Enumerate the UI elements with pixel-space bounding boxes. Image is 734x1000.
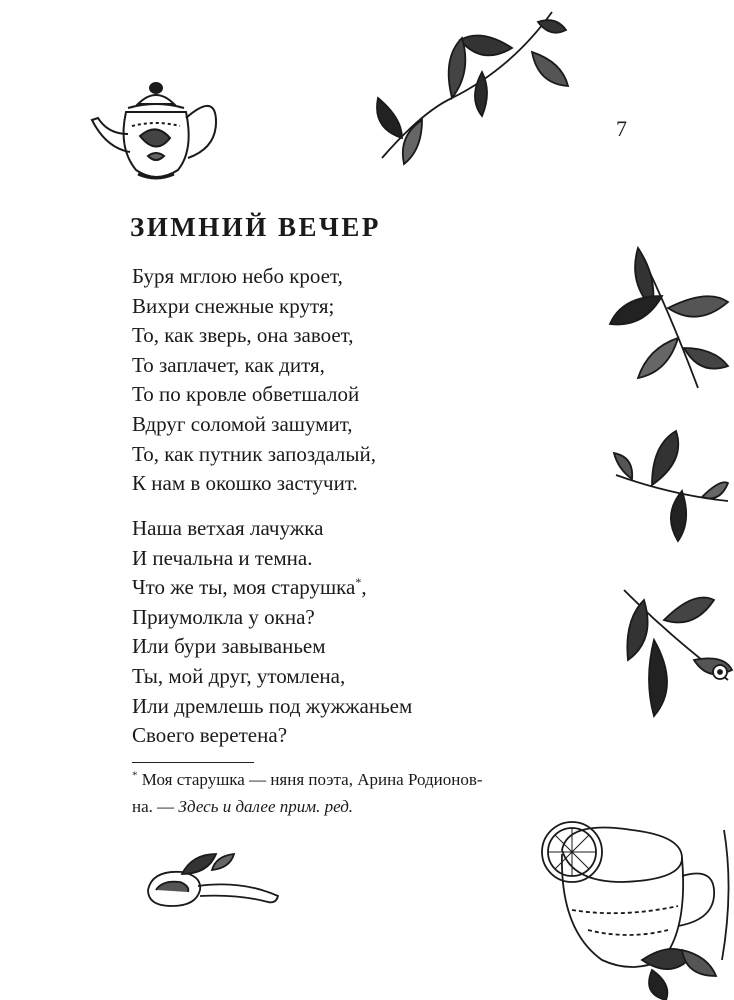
footnote-marker: *: [132, 769, 138, 782]
footnote-line: [132, 766, 572, 793]
page-number: 7: [616, 116, 627, 141]
poem-line-with-footnote: [132, 573, 412, 603]
poem-line-text: Что же ты, моя старушка: [132, 575, 356, 600]
poem-line: Или дремлешь под жужжаньем: [132, 693, 413, 718]
poem-line: То, как зверь, она завоет,: [132, 323, 354, 348]
stanza-1: [132, 262, 376, 499]
spoon-icon: [142, 850, 282, 920]
footnote-reference[interactable]: *: [355, 575, 362, 590]
footnote: [132, 766, 572, 820]
poem-line: Или бури завываньем: [132, 634, 326, 659]
tea-branch-icon: [362, 8, 572, 168]
poem-line: И печальна и темна.: [132, 545, 313, 570]
footnote-divider: [132, 762, 254, 763]
poem-line: К нам в окошко застучит.: [132, 471, 358, 496]
footnote-line: [132, 793, 572, 820]
poem-line: То по кровле обветшалой: [132, 382, 360, 407]
footnote-italic-note: Здесь и далее прим. ред.: [178, 797, 354, 816]
stanza-2: [132, 514, 412, 751]
tea-sprig-small-icon: [612, 425, 730, 545]
poem-line: Буря мглою небо кроет,: [132, 264, 343, 288]
tea-flower-branch-icon: [614, 580, 734, 720]
poem-line: То заплачет, как дитя,: [132, 352, 325, 377]
footnote-text: на. —: [132, 797, 179, 816]
teapot-icon: [88, 78, 224, 190]
tea-sprig-icon: [608, 238, 734, 398]
poem-line: Приумолкла у окна?: [132, 604, 315, 629]
poem-title: ЗИМНИЙ ВЕЧЕР: [130, 212, 381, 242]
poem-line: Своего веретена?: [132, 723, 288, 748]
poem-line: Вдруг соломой зашумит,: [132, 411, 353, 436]
poem-line: То, как путник запоздалый,: [132, 441, 377, 466]
footnote-text: Моя старушка — няня поэта, Арина Родионов-: [141, 770, 483, 789]
poem-line: Ты, мой друг, утомлена,: [132, 663, 346, 688]
poem-line-comma: ,: [361, 575, 367, 600]
lemon-tea-cup-icon: [532, 810, 734, 1000]
poem-line: Вихри снежные крутя;: [132, 293, 335, 318]
poem-line: Наша ветхая лачужка: [132, 516, 324, 540]
